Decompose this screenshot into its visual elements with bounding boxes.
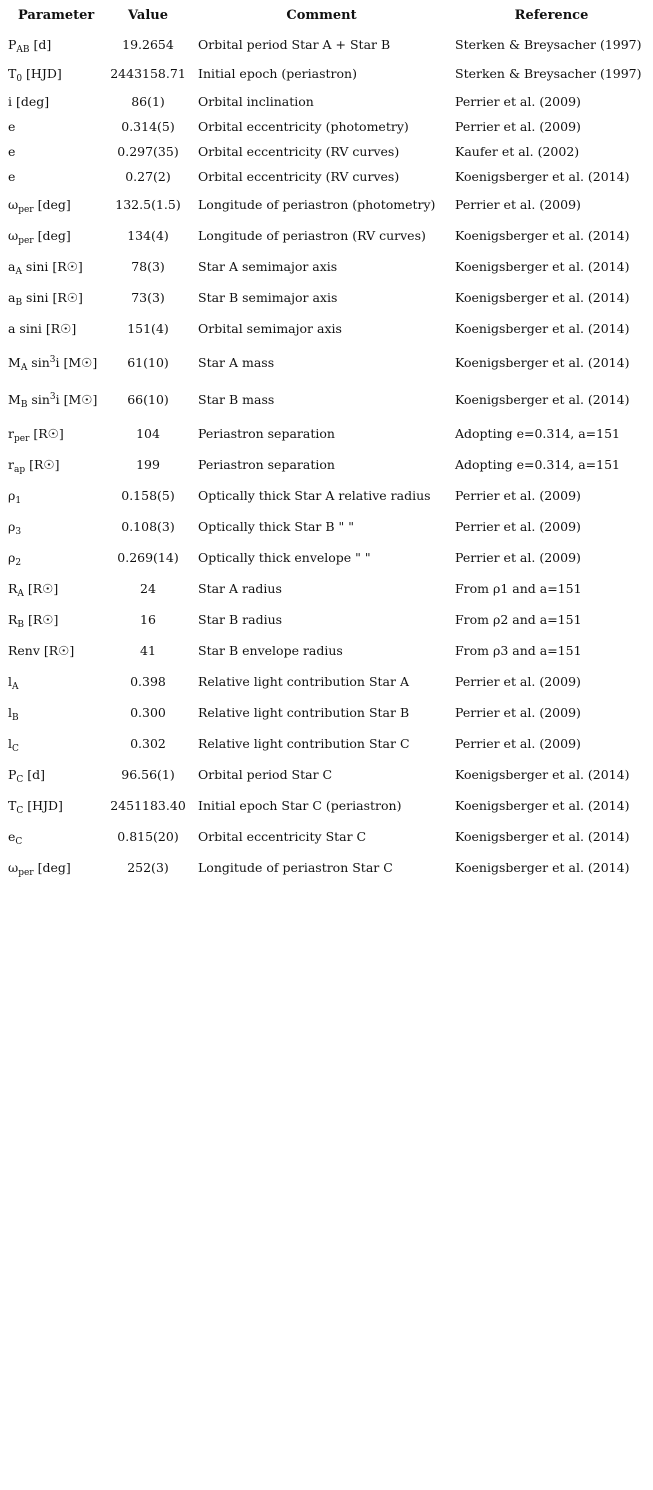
parameter-symbol: M	[8, 355, 21, 370]
reference-cell: Adopting e=0.314, a=151	[455, 426, 620, 441]
reference-cell: Koenigsberger et al. (2014)	[455, 169, 630, 184]
table-row	[0, 852, 653, 883]
parameter-cell	[0, 164, 103, 189]
parameter-cell	[0, 852, 103, 883]
reference-cell: Kaufer et al. (2002)	[455, 144, 580, 159]
comment-cell: Orbital period Star C	[198, 767, 333, 782]
reference-cell: Perrier et al. (2009)	[455, 519, 581, 534]
parameter-unit: sini [R☉]	[21, 259, 83, 274]
value-cell: 0.158(5)	[121, 488, 175, 503]
reference-cell: Perrier et al. (2009)	[455, 705, 581, 720]
parameter-unit: [R☉]	[29, 426, 64, 441]
comment-cell: Longitude of periastron Star C	[198, 860, 393, 875]
value-cell: 0.314(5)	[121, 119, 175, 134]
reference-cell: Adopting e=0.314, a=151	[455, 457, 620, 472]
parameter-symbol: a	[8, 290, 16, 305]
parameter-symbol: r	[8, 457, 14, 472]
value-cell: 61(10)	[127, 355, 169, 370]
reference-cell: Perrier et al. (2009)	[455, 736, 581, 751]
table-row	[0, 189, 653, 220]
table-row	[0, 344, 653, 381]
header-row	[0, 0, 653, 30]
parameter-cell	[0, 30, 103, 58]
table-row	[0, 251, 653, 282]
reference-cell: From ρ1 and a=151	[455, 581, 582, 596]
comment-cell: Star B mass	[198, 392, 275, 407]
table-row	[0, 418, 653, 449]
parameter-subscript: C	[15, 837, 23, 847]
parameter-subscript: per	[18, 868, 34, 878]
parameter-subscript: A	[15, 267, 22, 277]
value-cell: 0.302	[130, 736, 166, 751]
comment-cell: Orbital eccentricity (RV curves)	[198, 169, 400, 184]
parameter-subscript: AB	[16, 44, 30, 55]
parameter-subscript: B	[17, 620, 25, 630]
comment-cell: Periastron separation	[198, 457, 335, 472]
value-cell: 151(4)	[127, 321, 169, 336]
table-row	[0, 511, 653, 542]
parameter-subscript: ap	[13, 465, 26, 475]
comment-cell: Relative light contribution Star A	[198, 674, 409, 689]
value-cell: 78(3)	[131, 259, 165, 274]
reference-cell: Koenigsberger et al. (2014)	[455, 290, 630, 305]
value-cell: 104	[136, 426, 160, 441]
parameter-subscript: B	[20, 400, 28, 410]
table-row	[0, 821, 653, 852]
value-cell: 41	[140, 643, 156, 658]
parameter-cell	[0, 480, 103, 511]
parameter-symbol: ω	[8, 197, 19, 212]
table-row	[0, 58, 653, 89]
parameter-subscript: C	[16, 775, 24, 785]
table-row	[0, 313, 653, 344]
table-row	[0, 759, 653, 790]
parameter-symbol: i [deg]	[8, 94, 50, 109]
value-cell: 0.300	[130, 705, 166, 720]
parameter-subscript: 1	[15, 496, 22, 506]
comment-cell: Optically thick Star B " "	[198, 519, 354, 534]
parameter-symbol: M	[8, 392, 21, 407]
comment-cell: Star A semimajor axis	[198, 259, 338, 274]
parameter-cell	[0, 251, 103, 282]
parameter-symbol: ω	[8, 860, 19, 875]
value-cell: 2443158.71	[110, 66, 186, 81]
comment-cell: Orbital inclination	[198, 94, 314, 109]
parameter-symbol: ω	[8, 228, 19, 243]
parameter-cell	[0, 58, 103, 89]
header-parameter: Parameter	[18, 7, 95, 23]
table-row	[0, 381, 653, 418]
comment-cell: Relative light contribution Star C	[198, 736, 410, 751]
comment-cell: Optically thick envelope " "	[198, 550, 371, 565]
reference-cell: From ρ2 and a=151	[455, 612, 582, 627]
header-value: Value	[128, 7, 168, 23]
parameter-symbol: R	[8, 581, 18, 596]
parameter-symbol: e	[8, 144, 16, 159]
parameter-unit: [deg]	[33, 228, 71, 243]
value-cell: 24	[140, 581, 156, 596]
table-row	[0, 89, 653, 114]
table-row	[0, 139, 653, 164]
parameter-symbol: T	[8, 66, 17, 81]
comment-cell: Star B envelope radius	[198, 643, 343, 658]
reference-cell: Perrier et al. (2009)	[455, 488, 581, 503]
value-cell: 2451183.40	[110, 798, 186, 813]
comment-cell: Orbital eccentricity (RV curves)	[198, 144, 400, 159]
value-cell: 0.398	[130, 674, 166, 689]
parameter-subscript: per	[13, 434, 30, 444]
reference-cell: Perrier et al. (2009)	[455, 674, 581, 689]
parameter-unit: [R☉]	[23, 581, 59, 596]
parameter-unit: [HJD]	[23, 798, 63, 813]
parameter-symbol: ρ	[8, 550, 16, 565]
table-row	[0, 164, 653, 189]
parameter-mid: sin	[27, 355, 50, 370]
comment-cell: Orbital eccentricity Star C	[198, 829, 367, 844]
comment-cell: Orbital period Star A + Star B	[198, 36, 391, 52]
table-row	[0, 604, 653, 635]
reference-cell: Koenigsberger et al. (2014)	[455, 829, 630, 844]
parameter-subscript: 3	[15, 527, 22, 537]
parameter-subscript: 0	[16, 74, 23, 84]
parameter-symbol: r	[8, 426, 14, 441]
table-row	[0, 480, 653, 511]
comment-cell: Optically thick Star A relative radius	[198, 488, 431, 503]
table-row	[0, 449, 653, 480]
table-body	[0, 30, 653, 883]
table-row	[0, 728, 653, 759]
parameter-cell	[0, 381, 103, 418]
parameter-cell	[0, 313, 103, 344]
parameter-cell	[0, 89, 103, 114]
value-cell: 0.27(2)	[125, 169, 171, 184]
parameter-subscript: B	[15, 298, 23, 308]
reference-cell: Koenigsberger et al. (2014)	[455, 392, 630, 407]
table-row	[0, 282, 653, 313]
parameter-symbol: Renv [R☉]	[8, 643, 75, 658]
parameter-cell	[0, 511, 103, 542]
parameter-cell	[0, 697, 103, 728]
value-cell: 132.5(1.5)	[115, 197, 181, 212]
comment-cell: Star A mass	[198, 355, 275, 370]
value-cell: 66(10)	[127, 392, 169, 407]
parameter-unit: [deg]	[33, 197, 71, 212]
parameter-cell	[0, 573, 103, 604]
parameter-cell	[0, 449, 103, 480]
parameter-subscript: per	[18, 236, 34, 246]
reference-cell: Koenigsberger et al. (2014)	[455, 259, 630, 274]
parameter-cell	[0, 344, 103, 381]
parameter-unit: sini [R☉]	[22, 290, 83, 305]
parameter-unit: [d]	[29, 36, 52, 52]
comment-cell: Relative light contribution Star B	[198, 705, 410, 720]
comment-cell: Initial epoch Star C (periastron)	[198, 798, 402, 813]
parameter-symbol: l	[8, 736, 12, 751]
parameter-cell	[0, 821, 103, 852]
table-row	[0, 30, 653, 58]
reference-cell: Sterken & Breysacher (1997)	[455, 36, 642, 52]
parameter-cell	[0, 114, 103, 139]
parameter-subscript: C	[12, 744, 19, 754]
parameter-subscript: per	[18, 205, 34, 215]
parameter-cell	[0, 139, 103, 164]
value-cell: 199	[136, 457, 160, 472]
parameter-cell	[0, 790, 103, 821]
parameter-subscript: 2	[15, 558, 22, 568]
reference-cell: Koenigsberger et al. (2014)	[455, 798, 630, 813]
reference-cell: Perrier et al. (2009)	[455, 197, 581, 212]
value-cell: 16	[140, 612, 156, 627]
parameter-symbol: R	[8, 612, 18, 627]
table-row	[0, 666, 653, 697]
header-reference: Reference	[514, 7, 589, 23]
table-row	[0, 697, 653, 728]
value-cell: 0.269(14)	[117, 550, 179, 565]
reference-cell: Perrier et al. (2009)	[455, 119, 581, 134]
parameter-unit: i [M☉]	[55, 392, 98, 407]
parameter-symbol: T	[8, 798, 17, 813]
parameter-symbol: e	[8, 169, 16, 184]
parameter-subscript: A	[17, 589, 24, 599]
reference-cell: Sterken & Breysacher (1997)	[455, 66, 642, 81]
parameter-mid: sin	[27, 392, 50, 407]
table-row	[0, 542, 653, 573]
parameter-unit: [deg]	[33, 860, 71, 875]
parameter-symbol: l	[8, 705, 12, 720]
reference-cell: Koenigsberger et al. (2014)	[455, 228, 630, 243]
comment-cell: Star B radius	[198, 612, 283, 627]
value-cell: 19.2654	[122, 36, 174, 52]
table-header	[0, 0, 653, 30]
header-comment: Comment	[286, 7, 357, 23]
parameter-cell	[0, 418, 103, 449]
parameter-symbol: ρ	[8, 519, 16, 534]
parameter-symbol: P	[8, 767, 17, 782]
parameter-symbol: P	[8, 36, 17, 52]
parameter-symbol: e	[8, 829, 16, 844]
comment-cell: Star B semimajor axis	[198, 290, 338, 305]
parameter-symbol: a sini [R☉]	[8, 321, 77, 336]
parameter-unit: [d]	[23, 767, 46, 782]
parameter-subscript: C	[16, 806, 24, 816]
parameter-symbol: l	[8, 674, 12, 689]
value-cell: 0.297(35)	[117, 144, 179, 159]
reference-cell: Koenigsberger et al. (2014)	[455, 767, 630, 782]
comment-cell: Star A radius	[198, 581, 282, 596]
table-row	[0, 790, 653, 821]
comment-cell: Initial epoch (periastron)	[198, 66, 357, 81]
value-cell: 86(1)	[131, 94, 165, 109]
parameter-symbol: a	[8, 259, 16, 274]
parameter-unit: [HJD]	[22, 66, 62, 81]
parameter-cell	[0, 728, 103, 759]
comment-cell: Orbital semimajor axis	[198, 321, 342, 336]
value-cell: 96.56(1)	[121, 767, 175, 782]
parameter-cell	[0, 542, 103, 573]
parameter-subscript: A	[20, 363, 28, 373]
reference-cell: From ρ3 and a=151	[455, 643, 582, 658]
parameter-cell	[0, 282, 103, 313]
comment-cell: Longitude of periastron (photometry)	[198, 197, 436, 212]
value-cell: 134(4)	[127, 228, 169, 243]
parameter-cell	[0, 604, 103, 635]
value-cell: 252(3)	[127, 860, 169, 875]
parameter-symbol: e	[8, 119, 16, 134]
reference-cell: Koenigsberger et al. (2014)	[455, 355, 630, 370]
comment-cell: Longitude of periastron (RV curves)	[198, 228, 426, 243]
table-row	[0, 573, 653, 604]
parameter-cell	[0, 635, 103, 666]
value-cell: 73(3)	[131, 290, 165, 305]
parameter-unit: i [M☉]	[55, 355, 98, 370]
value-cell: 0.108(3)	[121, 519, 175, 534]
reference-cell: Perrier et al. (2009)	[455, 550, 581, 565]
table-row	[0, 114, 653, 139]
parameter-superscript: 3	[49, 392, 56, 402]
parameter-unit: [R☉]	[24, 612, 59, 627]
parameter-subscript: B	[12, 713, 19, 723]
reference-cell: Perrier et al. (2009)	[455, 94, 581, 109]
parameter-unit: [R☉]	[25, 457, 60, 472]
comment-cell: Periastron separation	[198, 426, 335, 441]
reference-cell: Koenigsberger et al. (2014)	[455, 860, 630, 875]
parameter-cell	[0, 220, 103, 251]
parameter-cell	[0, 666, 103, 697]
parameter-superscript: 3	[49, 355, 56, 365]
table-row	[0, 635, 653, 666]
table-row	[0, 220, 653, 251]
reference-cell: Koenigsberger et al. (2014)	[455, 321, 630, 336]
parameter-cell	[0, 189, 103, 220]
value-cell: 0.815(20)	[117, 829, 179, 844]
comment-cell: Orbital eccentricity (photometry)	[198, 119, 409, 134]
parameter-subscript: A	[12, 682, 19, 692]
parameter-symbol: ρ	[8, 488, 16, 503]
parameter-cell	[0, 759, 103, 790]
